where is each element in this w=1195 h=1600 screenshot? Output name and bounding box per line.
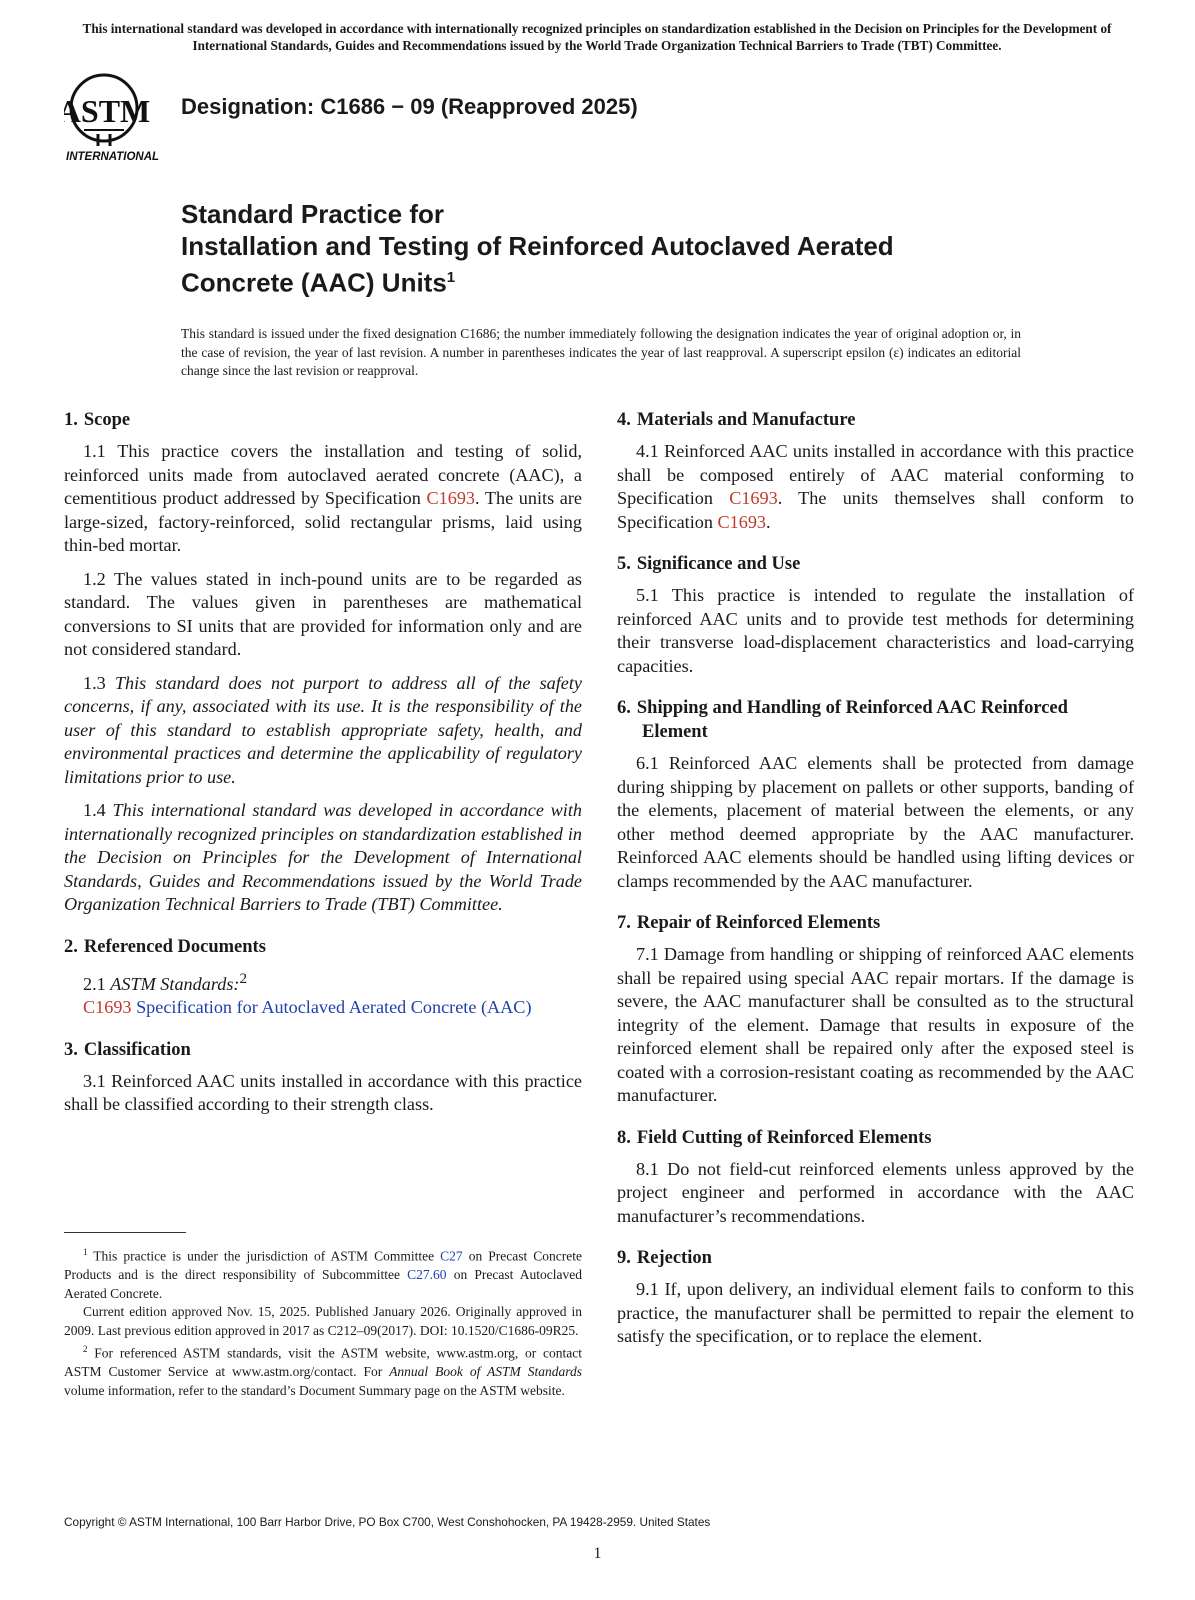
astm-logo — [64, 70, 168, 166]
ref-link-c1693[interactable]: C1693 — [426, 488, 476, 508]
copyright: Copyright © ASTM International, 100 Barr Harbor Drive, PO Box C700, West Conshohocken, PA 19428-2959. United States — [64, 1515, 711, 1529]
logo-subtext: INTERNATIONAL — [66, 151, 160, 163]
paragraph-3-1: 3.1 Reinforced AAC units installed in accordance with this practice shall be classified according to their strength class. — [64, 1070, 582, 1115]
top-notice: This international standard was developed in accordance with internationally recognized principles on standardization established in the Decision on Principles for the Development of International Standards, Guides and Recommendations issued by the World Trade Organization Technical Barriers to Trade (TBT) Committee. — [82, 21, 1112, 53]
footnote-1-edition: Current edition approved Nov. 15, 2025. Published January 2026. Originally approved in 2009. Last previous edition approved in 2017 as C212–09(2017). DOI: 10.1520/C1686-09R25. — [64, 1304, 582, 1338]
subcommittee-link-c27-60[interactable]: C27.60 — [407, 1267, 447, 1282]
paragraph-6-1: 6.1 Reinforced AAC elements shall be protected from damage during shipping by placement on pallets or other supports, banding of the elements, placement of material between the elements, or any other method deemed appropriate by the AAC manufacturer. Reinforced AAC elements should be handled using lifting devices or clamps recommended by the AAC manufacturer. — [617, 753, 1134, 891]
left-column — [64, 408, 582, 1117]
logo-text: ASTM — [64, 93, 151, 129]
reference-entry-c1693[interactable]: C1693 Specification for Autoclaved Aerated Concrete (AAC) — [83, 997, 532, 1018]
paragraph-1-4: 1.4 This international standard was developed in accordance with internationally recognized principles on standardization established in the Decision on Principles for the Development of International Standards, Guides and Recommendations issued by the World Trade Organization Technical Barriers to Trade (TBT) Committee. — [64, 800, 583, 914]
section-heading-repair: 7. Repair of Reinforced Elements — [617, 913, 881, 933]
footnote-2: $^2$ For referenced ASTM standards, visit the ASTM website, www.astm.org, or contact ASTM Customer Service at www.astm.org/contact. For Annual Book of ASTM Standards volume information, refer to the standard’s Document Summary page on the ASTM website. — [64, 1344, 582, 1398]
page-number: 1 — [593, 1545, 602, 1562]
section-heading-scope: 1. Scope — [64, 410, 131, 430]
section-heading-referenced-documents: 2. Referenced Documents — [64, 936, 266, 957]
footnote-rule — [64, 1232, 186, 1233]
section-heading-classification: 3. Classification — [64, 1039, 191, 1060]
paragraph-1-3: 1.3 This standard does not purport to address all of the safety concerns, if any, associated with its use. It is the responsibility of the user of this standard to establish appropriate safety, health, and environmental practices and determine the applicability of regulatory limitations prior to use. — [64, 672, 582, 787]
astm-standards-label: 2.1 ASTM Standards:$^2$ — [83, 969, 248, 994]
paragraph-7-1: 7.1 Damage from handling or shipping of reinforced AAC elements shall be repaired using special AAC repair mortars. If the damage is severe, the AAC manufacturer shall be consulted as to the structural integrity of the element. Damage that results in exposure of the reinforced element shall be repaired only after the exposed steel is coated with a corrosion-resistant coating as recommended by the AAC manufacturer. — [617, 944, 1134, 1105]
paragraph-1-1: 1.1 This practice covers the installation and testing of solid, reinforced units made from autoclaved aerated concrete (AAC), a cementitious product addressed by Specification C1693. The units are large-sized, factory-reinforced, solid rectangular prisms, laid using thin-bed mortar. — [64, 441, 582, 555]
paragraph-5-1: 5.1 This practice is intended to regulate the installation of reinforced AAC units and to provide test methods for determining their transverse load-displacement characteristics and load-carrying capacities. — [617, 585, 1134, 676]
document-title — [181, 198, 1081, 299]
section-heading-shipping: 6. Shipping and Handling of Reinforced AAC Reinforced Element — [617, 698, 1068, 742]
title-footnote-mark: 1 — [446, 269, 456, 286]
section-heading-rejection: 9. Rejection — [617, 1248, 712, 1268]
right-column — [617, 408, 1134, 1349]
section-heading-significance: 5. Significance and Use — [617, 554, 801, 574]
paragraph-8-1: 8.1 Do not field-cut reinforced elements unless approved by the project engineer and performed in accordance with the AAC manufacturer’s recommendations. — [617, 1158, 1134, 1226]
ref-link-c1693[interactable]: C1693 — [729, 488, 778, 508]
footnote-1: $^1$ This practice is under the jurisdiction of ASTM Committee C27 on Precast Concrete Products and is the direct responsibility of Subcommittee C27.60 on Precast Autoclaved Aerated Concrete. — [64, 1247, 583, 1301]
paragraph-4-1: 4.1 Reinforced AAC units installed in accordance with this practice shall be composed entirely of AAC material conforming to Specification C1693. The units themselves shall conform to Specification C1693. — [617, 441, 1134, 532]
paragraph-9-1: 9.1 If, upon delivery, an individual element fails to conform to this practice, the manufacturer shall be permitted to repair the element to satisfy the specification, or to replace the element. — [617, 1279, 1134, 1346]
title-line-3: Concrete (AAC) Units$^1$ — [181, 267, 456, 298]
designation: Designation: C1686 − 09 (Reapproved 2025) — [181, 94, 638, 119]
section-heading-materials: 4. Materials and Manufacture — [617, 410, 856, 430]
issue-note: This standard is issued under the fixed designation C1686; the number immediately following the designation indicates the year of original adoption or, in the case of revision, the year of last revision. A number in parentheses indicates the year of last reapproval. A superscript epsilon (ε) indicates an editorial change since the last revision or reapproval. — [181, 326, 1021, 378]
committee-link-c27[interactable]: C27 — [440, 1248, 463, 1264]
ref-link-c1693[interactable]: C1693 — [717, 511, 767, 532]
title-line-2: Installation and Testing of Reinforced Autoclaved Aerated — [181, 231, 894, 261]
footnotes — [64, 1243, 582, 1400]
paragraph-1-2: 1.2 The values stated in inch-pound units are to be regarded as standard. The values given in parentheses are mathematical conversions to SI units that are provided for information only and are not considered standard. — [64, 568, 582, 659]
title-line-1: Standard Practice for — [181, 199, 444, 229]
section-heading-field-cutting: 8. Field Cutting of Reinforced Elements — [617, 1127, 932, 1148]
